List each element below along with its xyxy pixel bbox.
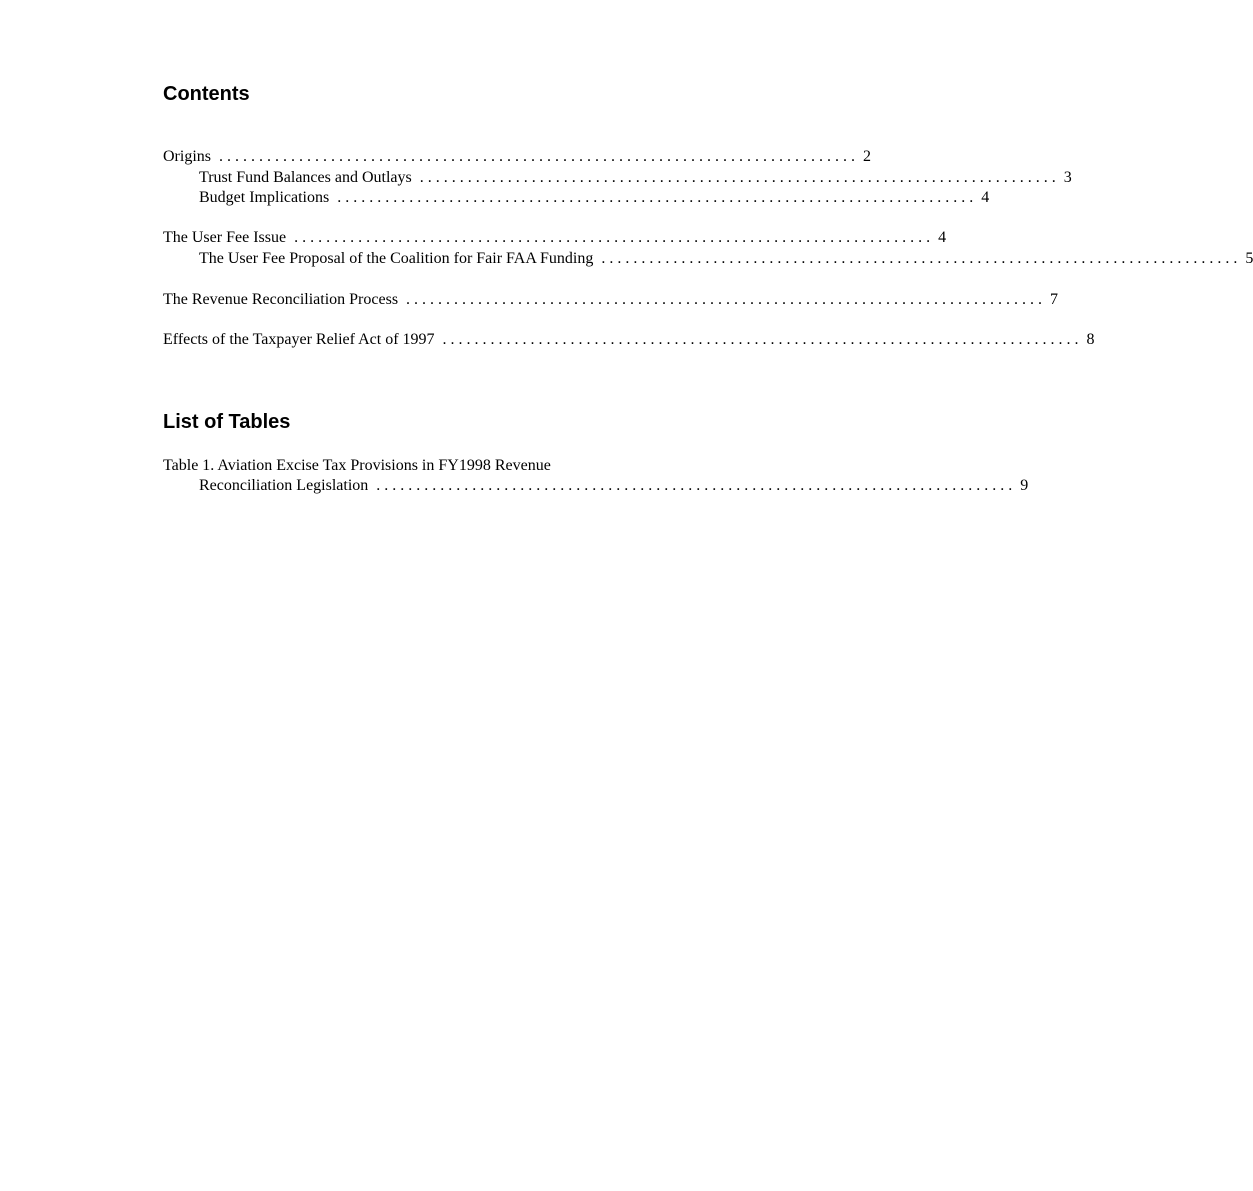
toc-entry-title: The Revenue Reconciliation Process xyxy=(163,291,399,308)
dot-leader: . . . . . . . . . . . . . . . . . . . . . . . . . . . . . . . . . . . . . . . . . . . . . . . . . . . . . . . . . . . . . . . . . . . . . . . . . . . . . . . . xyxy=(601,250,1238,267)
toc-entry-page: 2 xyxy=(863,148,871,165)
toc-entry-page: 5 xyxy=(1245,250,1253,267)
table-entry-table-1[interactable] xyxy=(199,476,1029,496)
toc-entry-page: 4 xyxy=(981,189,990,206)
toc-entry-title: Trust Fund Balances and Outlays xyxy=(199,169,412,186)
toc-entry-title: Budget Implications xyxy=(199,189,330,206)
contents-heading: Contents xyxy=(163,83,250,105)
dot-leader: . . . . . . . . . . . . . . . . . . . . . . . . . . . . . . . . . . . . . . . . . . . . . . . . . . . . . . . . . . . . . . . . . . . . . . . . . . . . . . . . xyxy=(419,169,1056,186)
list-of-tables-heading: List of Tables xyxy=(163,411,291,433)
toc-entry-origins[interactable] xyxy=(163,147,871,167)
dot-leader: . . . . . . . . . . . . . . . . . . . . . . . . . . . . . . . . . . . . . . . . . . . . . . . . . . . . . . . . . . . . . . . . . . . . . . . . . . . . . . . . xyxy=(337,189,974,206)
toc-entry-title: The User Fee Proposal of the Coalition for Fair FAA Funding xyxy=(199,250,594,267)
dot-leader: . . . . . . . . . . . . . . . . . . . . . . . . . . . . . . . . . . . . . . . . . . . . . . . . . . . . . . . . . . . . . . . . . . . . . . . . . . . . . . . . xyxy=(376,477,1013,494)
toc-entry-page: 9 xyxy=(1020,477,1029,494)
toc-entry-taxpayer-relief-act[interactable] xyxy=(163,330,1095,350)
dot-leader: . . . . . . . . . . . . . . . . . . . . . . . . . . . . . . . . . . . . . . . . . . . . . . . . . . . . . . . . . . . . . . . . . . . . . . . . . . . . . . . . xyxy=(294,229,931,246)
dot-leader: . . . . . . . . . . . . . . . . . . . . . . . . . . . . . . . . . . . . . . . . . . . . . . . . . . . . . . . . . . . . . . . . . . . . . . . . . . . . . . . . xyxy=(219,148,855,165)
toc-entry-user-fee-issue[interactable] xyxy=(163,228,947,248)
toc-entry-page: 7 xyxy=(1050,291,1059,308)
toc-entry-trust-fund[interactable] xyxy=(199,168,1072,188)
toc-entry-title: Origins xyxy=(163,148,211,165)
toc-entry-title: Reconciliation Legislation xyxy=(199,477,369,494)
toc-entry-title: Effects of the Taxpayer Relief Act of 1997 xyxy=(163,331,435,348)
toc-entry-title: The User Fee Issue xyxy=(163,229,287,246)
table-entry-title-line1[interactable]: Table 1. Aviation Excise Tax Provisions in FY1998 Revenue xyxy=(163,457,551,474)
toc-entry-revenue-reconciliation[interactable] xyxy=(163,290,1059,310)
toc-entry-page: 4 xyxy=(938,229,947,246)
toc-entry-page: 3 xyxy=(1063,169,1072,186)
dot-leader: . . . . . . . . . . . . . . . . . . . . . . . . . . . . . . . . . . . . . . . . . . . . . . . . . . . . . . . . . . . . . . . . . . . . . . . . . . . . . . . . xyxy=(406,291,1043,308)
toc-entry-budget-implications[interactable] xyxy=(199,188,990,208)
toc-entry-user-fee-proposal[interactable] xyxy=(199,249,1253,269)
toc-entry-page: 8 xyxy=(1086,331,1095,348)
dot-leader: . . . . . . . . . . . . . . . . . . . . . . . . . . . . . . . . . . . . . . . . . . . . . . . . . . . . . . . . . . . . . . . . . . . . . . . . . . . . . . . . xyxy=(442,331,1079,348)
